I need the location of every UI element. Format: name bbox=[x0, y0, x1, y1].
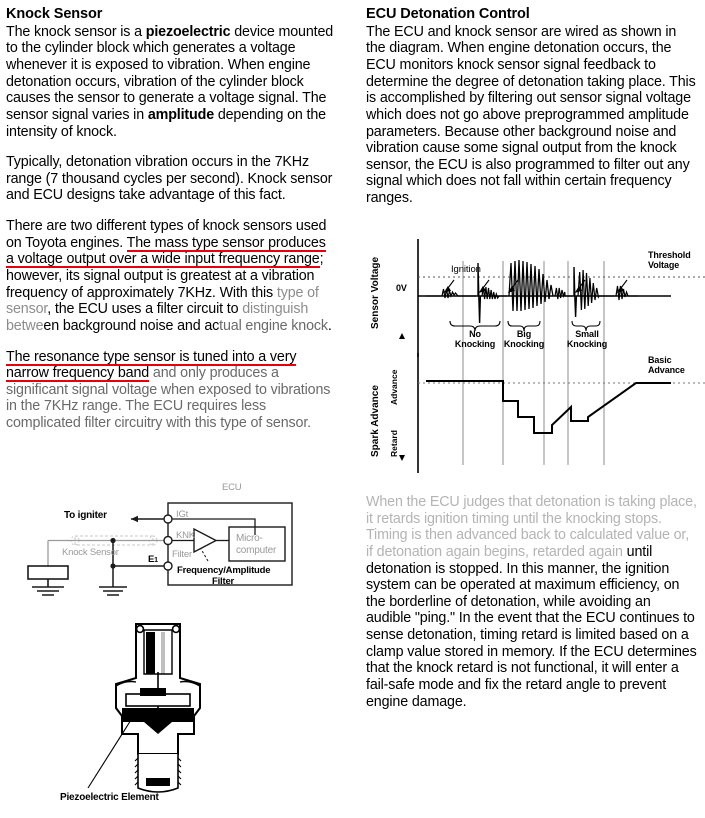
zero-volt-tick-label: 0V bbox=[396, 283, 407, 293]
ecu-detonation-control-heading: ECU Detonation Control bbox=[366, 6, 530, 22]
knock-sensor-element-symbol bbox=[28, 566, 68, 579]
ecu-circuit-diagram bbox=[0, 483, 340, 613]
ecu-paragraph-2 bbox=[366, 494, 699, 710]
filter-callout-leader bbox=[201, 549, 208, 561]
paragraph-3-part-d: , the ECU uses a filter circuit to bbox=[47, 301, 243, 318]
basic-advance-label: Basic Advance bbox=[648, 355, 685, 376]
ecu-paragraph-2-block bbox=[366, 494, 699, 724]
paragraph-3-part-a: There are two different types of knock sensors used on Toyota engines. bbox=[6, 218, 327, 251]
region-label-big-knocking bbox=[503, 329, 545, 350]
ecu-paragraph-2-solid: until detonation is stopped. In this manner, the ignition system can be operated at maximum efficiency, on the borderline of detonation, while avoiding an audible "ping." In the event that the ECU continues to sense detonation, timing retard is limited based on a clamp value stored in memory. If the ECU determines that the knock retard is not functional, it will enter a fail-safe mode and fix the retard angle to prevent engine damage. bbox=[366, 543, 697, 710]
spark-advance-axis-title: Spark Advance bbox=[370, 385, 381, 457]
knock-sensor-paragraph-4 bbox=[6, 349, 336, 432]
sensor-voltage-axis-title: Sensor Voltage bbox=[370, 256, 381, 329]
spark-advance-direction-arrows bbox=[399, 333, 405, 461]
knock-sensor-cutaway-illustration bbox=[60, 612, 310, 812]
to-igniter-label: To igniter bbox=[64, 510, 107, 521]
threshold-voltage-label: Threshold Voltage bbox=[648, 250, 691, 271]
region-label-small-knocking bbox=[565, 329, 609, 350]
filter-label: Filter bbox=[172, 549, 192, 560]
paragraph-3-part-g: tual engine knock bbox=[219, 317, 328, 334]
e1-subscript: 1 bbox=[154, 557, 158, 564]
paragraph-1-part-b: device mounted to the cylinder block which generates a voltage whenever it is exposed to vibration. When engine detonation occurs, vibration of the cylinder block causes the sensor to generate a voltage signal. The sensor signal varies in bbox=[6, 23, 334, 123]
paragraph-3-part-c: type of sensor bbox=[6, 284, 319, 318]
paragraph-3-part-h: . bbox=[327, 317, 332, 334]
microcomputer-label-line1: Micro- bbox=[236, 533, 263, 544]
terminal-igt bbox=[164, 515, 172, 523]
knock-sensor-paragraph-1 bbox=[6, 24, 336, 140]
paragraph-1-part-c: depending on the intensity of knock. bbox=[6, 106, 326, 140]
no-knocking-line2: Knocking bbox=[454, 339, 496, 350]
paragraph-1-bold-amplitude: amplitude bbox=[147, 106, 214, 123]
igniter-arrowhead-icon bbox=[131, 516, 138, 522]
big-knocking-line1: Big bbox=[516, 329, 532, 339]
e1-letter: E bbox=[148, 554, 155, 565]
red-underline-mass-type-sensor: The mass type sensor produces a voltage output over a wide input frequency range bbox=[6, 234, 326, 268]
no-knocking-line1: No bbox=[469, 329, 481, 339]
e1-terminal-label bbox=[148, 554, 158, 565]
ecu-paragraph-2-faded: When the ECU judges that detonation is taking place, it retards ignition timing until the knocking stops. Timing is then advanced back to calculated value or, if detonation again begins, retarded again bbox=[366, 494, 697, 560]
ecu-paragraph-1: The ECU and knock sensor are wired as shown in the diagram. When engine detonation occurs, the ECU monitors knock sensor signal feedback to determine the degree of detonation taking place. This is accomplished by filtering out sensor signal voltage which does not go above preprogrammed amplitude parameters. Because other background noise and vibration cause some signal output from the knock sensor, the ECU is also programmed to filter out any signal which does not fall within certain frequency ranges. bbox=[366, 23, 696, 207]
frequency-amplitude-filter-label-line1: Frequency/Amplitude bbox=[177, 565, 271, 576]
knock-sensor-heading: Knock Sensor bbox=[6, 6, 103, 22]
knk-terminal-label: KNK bbox=[176, 530, 195, 541]
piezoelectric-callout-leader bbox=[88, 712, 136, 788]
left-column bbox=[6, 0, 336, 432]
ecu-label: ECU bbox=[222, 482, 242, 493]
paragraph-3-part-b: ; however, its signal output is greatest at a vibration frequency of approximately 7KHz. With this bbox=[6, 251, 324, 301]
small-knocking-line1: Small bbox=[575, 329, 599, 339]
knock-sensor-paragraph-3 bbox=[6, 218, 336, 334]
terminal-e1 bbox=[164, 562, 172, 570]
sensor-ground-symbol bbox=[32, 579, 64, 595]
red-underline-resonance-type-sensor: The resonance type sensor is tuned into a very narrow frequency band bbox=[6, 348, 297, 382]
junction-dot-signal bbox=[110, 538, 115, 543]
big-knocking-line2: Knocking bbox=[503, 339, 545, 350]
igt-terminal-label: IGt bbox=[176, 509, 189, 520]
paragraph-1-part-a: The knock sensor is a bbox=[6, 23, 146, 40]
microcomputer-label-line2: computer bbox=[236, 545, 277, 556]
paragraph-1-bold-piezoelectric: piezoelectric bbox=[145, 23, 231, 40]
right-column bbox=[366, 0, 699, 221]
paragraph-4-part-b: and only produces a significant signal voltage when exposed to vibrations in the 7KHz range. The ECU requires less complicated filter circuitry with this type of sensor. bbox=[6, 365, 331, 432]
frequency-amplitude-filter-label-line2: Filter bbox=[212, 576, 235, 587]
knock-sensor-paragraph-2: Typically, detonation vibration occurs in the 7KHz range (7 thousand cycles per second). Knock sensor and ECU designs take advantage of this fact. bbox=[6, 154, 333, 204]
ignition-label: Ignition bbox=[451, 264, 481, 275]
filter-amplifier-triangle bbox=[194, 529, 216, 552]
sensor-body-outline bbox=[116, 624, 200, 792]
detonation-control-waveform-figure bbox=[366, 225, 705, 475]
knock-sensor-label: Knock Sensor bbox=[62, 547, 119, 558]
paragraph-3-part-e: distinguish betwe bbox=[6, 301, 309, 334]
advance-direction-label: Advance bbox=[389, 369, 399, 405]
piezoelectric-element-label: Piezoelectric Element bbox=[60, 792, 159, 803]
retard-direction-label: Retard bbox=[389, 430, 399, 457]
region-label-no-knocking bbox=[454, 329, 496, 350]
paragraph-3-part-f: en background noise and ac bbox=[43, 317, 220, 334]
small-knocking-line2: Knocking bbox=[566, 339, 608, 350]
terminal-knk bbox=[164, 537, 172, 545]
